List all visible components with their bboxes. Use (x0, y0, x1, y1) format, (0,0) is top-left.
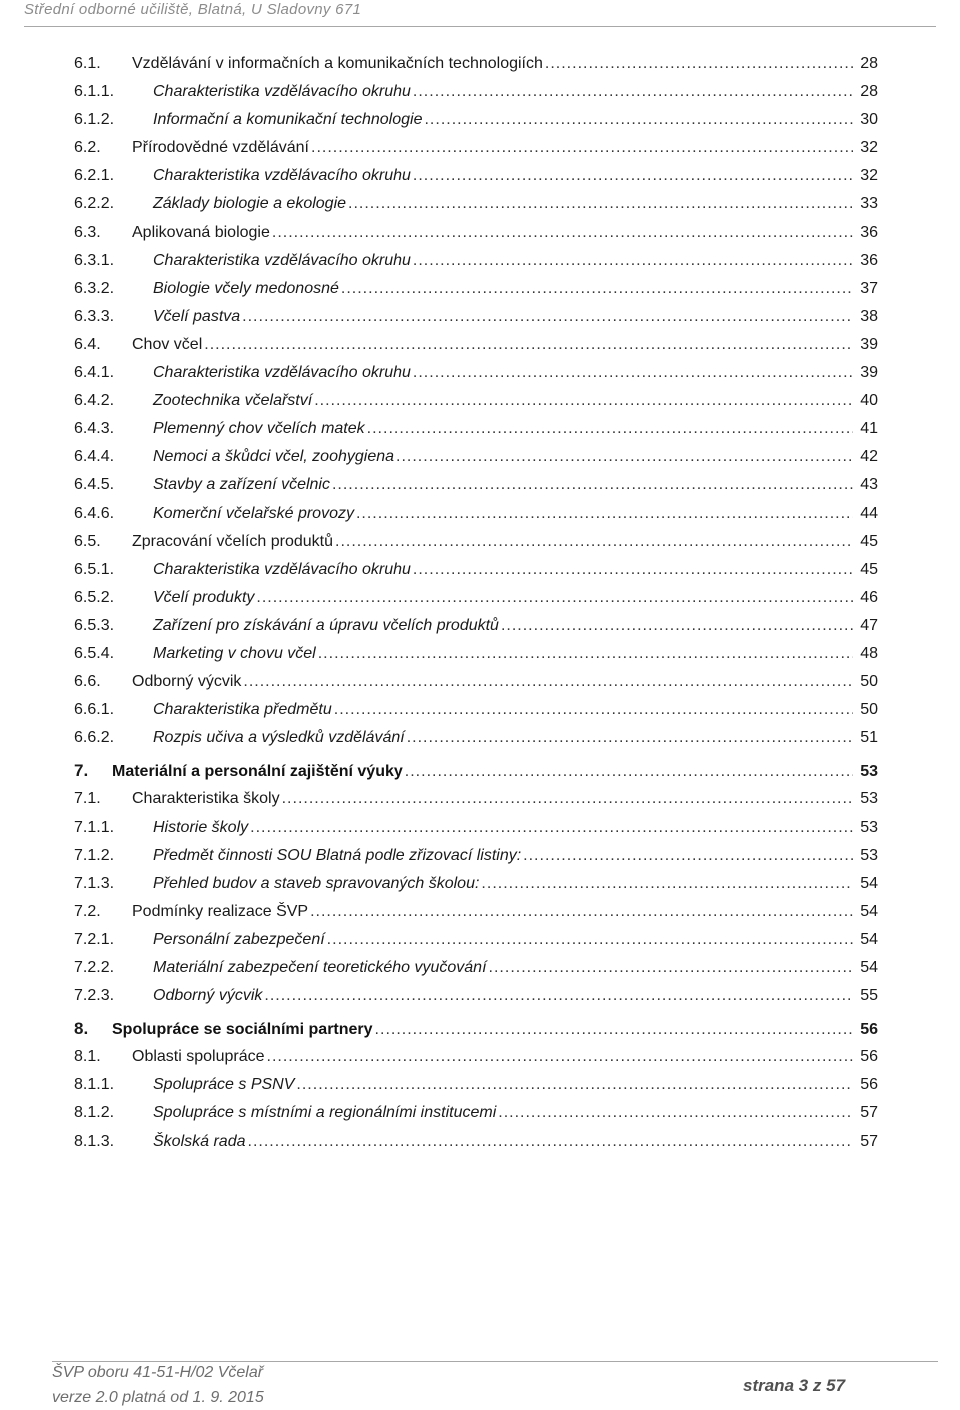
toc-entry-page: 47 (860, 616, 878, 634)
dot-leader (250, 814, 853, 842)
toc-entry-page: 53 (860, 790, 878, 808)
toc-entry[interactable] (74, 785, 878, 813)
toc-entry-page: 55 (860, 987, 878, 1005)
dot-leader (341, 275, 853, 303)
toc-entry-title: Zpracování včelích produktů (132, 532, 333, 550)
toc-entry-number: 6.5.4. (74, 644, 115, 662)
toc-entry[interactable] (74, 190, 878, 218)
toc-entry-title: Školská rada (153, 1132, 246, 1150)
toc-entry-page: 32 (860, 167, 878, 185)
toc-entry-page: 42 (860, 448, 878, 466)
toc-entry-title: Včelí produkty (153, 588, 255, 606)
toc-entry-number: 6.4.1. (74, 364, 115, 382)
toc-entry-number: 8.1.1. (74, 1076, 115, 1094)
toc-entry[interactable] (74, 500, 878, 528)
dot-leader (314, 387, 853, 415)
dot-leader (318, 640, 853, 668)
dot-leader (501, 612, 853, 640)
toc-entry[interactable] (74, 724, 878, 752)
toc-entry-number: 6.4.4. (74, 448, 115, 466)
toc-entry-number: 6.5.2. (74, 588, 115, 606)
toc-entry-page: 56 (860, 1076, 878, 1094)
toc-entry-page: 57 (860, 1132, 878, 1150)
dot-leader (334, 696, 853, 724)
toc-entry-page: 54 (860, 874, 878, 892)
toc-entry-title: Komerční včelařské provozy (153, 504, 354, 522)
toc-entry[interactable] (74, 1071, 878, 1099)
toc-entry-title: Spolupráce s místními a regionálními institucemi (153, 1104, 497, 1122)
toc-entry-title: Předmět činnosti SOU Blatná podle zřizovací listiny: (153, 846, 522, 864)
toc-entry-title: Spolupráce se sociálními partnery (112, 1021, 373, 1039)
dot-leader (242, 303, 853, 331)
toc-entry-page: 50 (860, 673, 878, 691)
toc-entry-number: 6.4.2. (74, 392, 115, 410)
toc-entry-title: Vzdělávání v informačních a komunikačních technologiích (132, 55, 543, 72)
toc-entry-title: Marketing v chovu včel (153, 644, 316, 662)
toc-entry-number: 7.1. (74, 790, 101, 808)
toc-entry[interactable] (74, 696, 878, 724)
toc-entry-number: 6.3. (74, 223, 101, 241)
toc-entry-title: Základy biologie a ekologie (153, 195, 347, 213)
toc-entry-page: 46 (860, 588, 878, 606)
toc-entry-page: 50 (860, 701, 878, 719)
toc-entry-page: 54 (860, 930, 878, 948)
toc-entry-page: 33 (860, 195, 878, 213)
toc-entry[interactable] (74, 898, 878, 926)
toc-entry-title: Přehled budov a staveb spravovaných školou: (153, 874, 480, 892)
toc-entry[interactable] (74, 954, 878, 982)
toc-entry-number: 7.2. (74, 902, 101, 920)
toc-entry-title: Personální zabezpečení (153, 930, 325, 948)
toc-entry[interactable] (74, 668, 878, 696)
toc-entry[interactable] (74, 50, 878, 78)
toc-entry-number: 6.2.2. (74, 195, 115, 213)
toc-entry-number: 7. (74, 761, 89, 781)
dot-leader (332, 471, 853, 499)
toc-entry-title: Materiální a personální zajištění výuky (112, 763, 403, 781)
dot-leader (489, 954, 853, 982)
toc-entry[interactable] (74, 612, 878, 640)
toc-entry-title: Zařízení pro získávání a úpravu včelích produktů (153, 616, 499, 634)
toc-entry-page: 54 (860, 959, 878, 976)
toc-entry-title: Charakteristika předmětu (153, 701, 332, 719)
toc-entry-title: Rozpis učiva a výsledků vzdělávání (153, 729, 405, 747)
dot-leader (243, 668, 853, 696)
toc-entry-number: 6.4. (74, 335, 101, 353)
toc-entry-title: Materiální zabezpečení teoretického vyučování (153, 959, 487, 976)
toc-entry-title: Spolupráce s PSNV (153, 1076, 295, 1094)
toc-entry[interactable] (74, 814, 878, 842)
dot-leader (327, 926, 853, 954)
toc-entry-title: Odborný výcvik (153, 987, 263, 1005)
toc-entry-number: 7.1.1. (74, 818, 115, 836)
toc-entry-title: Plemenný chov včelích matek (153, 420, 365, 438)
toc-entry[interactable] (74, 640, 878, 668)
toc-entry[interactable] (74, 78, 878, 106)
toc-entry[interactable] (74, 982, 878, 1010)
toc-entry-number: 6.1.2. (74, 111, 115, 129)
toc-entry-number: 6.3.3. (74, 307, 115, 325)
dot-leader (296, 1071, 853, 1099)
toc-entry-title: Charakteristika vzdělávacího okruhu (153, 83, 411, 101)
dot-leader (413, 556, 853, 584)
toc-entry-title: Oblasti spolupráce (132, 1048, 265, 1066)
toc-entry-page: 43 (860, 476, 878, 494)
toc-entry-page: 45 (860, 532, 878, 550)
toc-entry[interactable] (74, 359, 878, 387)
toc-entry-page: 56 (860, 1021, 878, 1039)
toc-entry[interactable] (74, 415, 878, 443)
toc-entry-number: 8.1. (74, 1048, 101, 1066)
dot-leader (396, 443, 853, 471)
dot-leader (335, 528, 853, 556)
toc-entry-page: 44 (860, 504, 878, 522)
toc-entry[interactable] (74, 926, 878, 954)
toc-entry[interactable] (74, 1099, 878, 1127)
toc-entry-number: 6.1. (74, 55, 101, 72)
toc-entry-number: 6.5.1. (74, 560, 115, 578)
toc-entry-number: 8.1.2. (74, 1104, 115, 1122)
toc-entry[interactable] (74, 303, 878, 331)
toc-entry-page: 56 (860, 1048, 878, 1066)
dot-leader (498, 1099, 853, 1127)
toc-entry[interactable] (74, 1015, 878, 1043)
toc-entry-page: 39 (860, 335, 878, 353)
toc-entry-number: 6.6.1. (74, 701, 115, 719)
dot-leader (204, 331, 853, 359)
dot-leader (356, 500, 853, 528)
toc-entry[interactable] (74, 757, 878, 785)
toc-entry-number: 8.1.3. (74, 1132, 115, 1150)
toc-entry[interactable] (74, 471, 878, 499)
toc-entry-title: Nemoci a škůdci včel, zoohygiena (153, 448, 395, 466)
toc-entry-page: 38 (860, 307, 878, 325)
toc-entry-number: 7.2.3. (74, 987, 115, 1005)
toc-entry-page: 28 (860, 55, 878, 72)
toc-entry-title: Charakteristika vzdělávacího okruhu (153, 167, 411, 185)
dot-leader (413, 247, 853, 275)
dot-leader (413, 359, 853, 387)
toc-entry-page: 53 (860, 818, 878, 836)
toc-entry-number: 7.2.2. (74, 959, 115, 976)
toc-entry[interactable] (74, 556, 878, 584)
toc-entry-title: Charakteristika školy (132, 790, 280, 808)
toc-entry-title: Včelí pastva (153, 307, 241, 325)
toc-entry-page: 28 (860, 83, 878, 101)
toc-entry-number: 6.4.3. (74, 420, 115, 438)
toc-entry-number: 6.4.6. (74, 504, 115, 522)
toc-entry-title: Aplikovaná biologie (132, 223, 270, 241)
toc-entry[interactable] (74, 387, 878, 415)
toc-entry[interactable] (74, 1043, 878, 1071)
dot-leader (545, 50, 853, 78)
toc-entry-number: 6.2.1. (74, 167, 115, 185)
toc-entry-title: Informační a komunikační technologie (153, 111, 423, 129)
toc-entry[interactable] (74, 247, 878, 275)
table-of-contents (74, 50, 878, 1156)
dot-leader (267, 1043, 853, 1071)
toc-entry-page: 36 (860, 223, 878, 241)
toc-entry-number: 6.5. (74, 532, 101, 550)
dot-leader (348, 190, 853, 218)
toc-entry-number: 6.3.1. (74, 251, 115, 269)
toc-entry-page: 57 (860, 1104, 878, 1122)
toc-entry-title: Biologie včely medonosné (153, 279, 339, 297)
toc-entry-page: 37 (860, 279, 878, 297)
toc-entry[interactable] (74, 219, 878, 247)
toc-entry-title: Chov včel (132, 335, 203, 353)
toc-entry-number: 8. (74, 1019, 89, 1039)
toc-entry-page: 32 (860, 139, 878, 157)
toc-entry[interactable] (74, 134, 878, 162)
toc-entry[interactable] (74, 1128, 878, 1156)
toc-entry-page: 30 (860, 111, 878, 129)
toc-entry[interactable] (74, 528, 878, 556)
toc-entry-page: 41 (860, 420, 878, 438)
footer-program: ŠVP oboru 41-51-H/02 Včelař (52, 1364, 264, 1381)
toc-entry-number: 6.5.3. (74, 616, 115, 634)
toc-entry-page: 51 (860, 729, 878, 747)
toc-entry-number: 6.6.2. (74, 729, 115, 747)
toc-entry-page: 40 (860, 392, 878, 410)
dot-leader (407, 724, 853, 752)
toc-entry[interactable] (74, 275, 878, 303)
dot-leader (248, 1128, 854, 1156)
toc-entry-number: 6.6. (74, 673, 101, 691)
toc-entry-title: Přírodovědné vzdělávání (132, 139, 309, 157)
dot-leader (413, 162, 853, 190)
dot-leader (264, 982, 853, 1010)
toc-entry[interactable] (74, 331, 878, 359)
footer-version: verze 2.0 platná od 1. 9. 2015 (52, 1389, 264, 1406)
dot-leader (481, 870, 853, 898)
toc-entry-title: Charakteristika vzdělávacího okruhu (153, 364, 411, 382)
toc-entry-title: Charakteristika vzdělávacího okruhu (153, 560, 411, 578)
toc-entry-page: 36 (860, 251, 878, 269)
dot-leader (272, 219, 853, 247)
page-header (24, 0, 936, 27)
toc-entry-number: 7.2.1. (74, 930, 115, 948)
toc-entry-page: 53 (860, 846, 878, 864)
toc-entry-title: Charakteristika vzdělávacího okruhu (153, 251, 411, 269)
toc-entry-page: 45 (860, 560, 878, 578)
toc-entry[interactable] (74, 584, 878, 612)
toc-entry-page: 48 (860, 644, 878, 662)
header-text: Střední odborné učiliště, Blatná, U Sladovny 671 (24, 1, 362, 18)
toc-entry-title: Historie školy (153, 818, 249, 836)
dot-leader (405, 758, 853, 786)
footer-page-number: strana 3 z 57 (743, 1376, 846, 1395)
toc-entry[interactable] (74, 162, 878, 190)
toc-entry-title: Stavby a zařízení včelnic (153, 476, 330, 494)
toc-entry-number: 7.1.2. (74, 846, 115, 864)
toc-entry-page: 54 (860, 902, 878, 920)
toc-entry-page: 53 (860, 763, 878, 781)
toc-entry-number: 6.3.2. (74, 279, 115, 297)
toc-entry[interactable] (74, 443, 878, 471)
toc-entry-number: 6.2. (74, 139, 101, 157)
toc-entry-number: 7.1.3. (74, 874, 115, 892)
toc-entry-number: 6.1.1. (74, 83, 115, 101)
toc-entry-title: Podmínky realizace ŠVP (132, 902, 309, 920)
dot-leader (424, 106, 853, 134)
toc-entry-title: Odborný výcvik (132, 673, 242, 691)
footer-divider (52, 1361, 938, 1362)
toc-entry[interactable] (74, 842, 878, 870)
dot-leader (413, 78, 853, 106)
dot-leader (375, 1016, 853, 1044)
dot-leader (523, 842, 853, 870)
toc-entry[interactable] (74, 870, 878, 898)
toc-entry[interactable] (74, 106, 878, 134)
toc-entry-number: 6.4.5. (74, 476, 115, 494)
dot-leader (311, 134, 853, 162)
dot-leader (256, 584, 853, 612)
toc-entry-title: Zootechnika včelařství (153, 392, 313, 410)
dot-leader (282, 785, 853, 813)
dot-leader (310, 898, 853, 926)
toc-entry-page: 39 (860, 364, 878, 382)
dot-leader (367, 415, 853, 443)
